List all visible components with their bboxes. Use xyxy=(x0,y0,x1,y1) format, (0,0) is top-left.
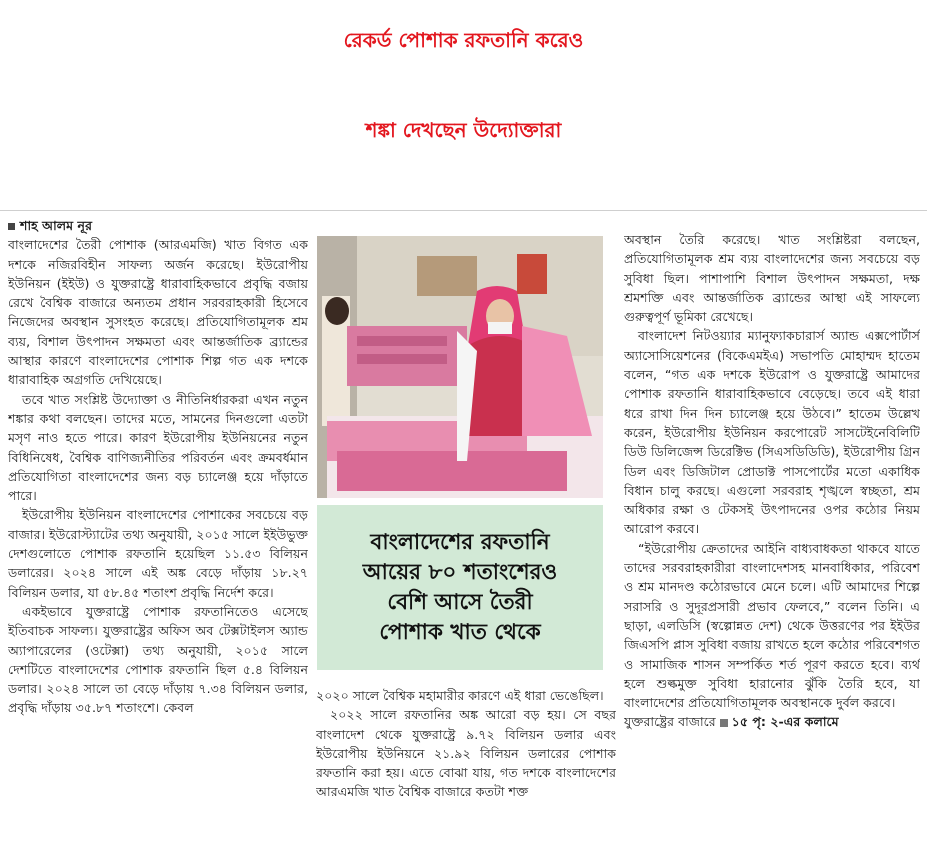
paragraph: ২০২০ সালে বৈশ্বিক মহামারীর কারণে এই ধারা ভেঙেছিল। xyxy=(316,688,604,703)
pull-quote-line: আয়ের ৮০ শতাংশেরও xyxy=(362,559,558,585)
pull-quote-line: পোশাক খাত থেকে xyxy=(379,619,541,645)
pull-quote-line: বাংলাদেশের রফতানি xyxy=(370,529,550,555)
photo-illustration xyxy=(317,236,603,498)
jump-text: যুক্তরাষ্ট্রের বাজারে xyxy=(624,714,716,730)
garment-worker-photo xyxy=(317,236,603,498)
paragraph: ইউরোপীয় ইউনিয়ন বাংলাদেশের পোশাকের সবচেয়ে বড় বাজার। ইউরোস্ট্যাটের তথ্য অনুযায়ী, ২০১৫ সালে ইইউভুক্ত দেশগুলোতে পোশাক রফতানি হয়েছিল ১১.৫৩ বিলিয়ন ডলারের। ২০২৪ সালে এই অঙ্ক বেড়ে দাঁড়ায় ১৮.২৭ বিলিয়ন ডলার, যা ৫৮.৪৫ শতাংশ প্রবৃদ্ধি নির্দেশ করে। xyxy=(8,507,308,600)
paragraph: বাংলাদেশের তৈরী পোশাক (আরএমজি) খাত বিগত এক দশকে নজিরবিহীন সাফল্য অর্জন করেছে। ইউরোপীয় ইউনিয়ন (ইইউ) ও যুক্তরাষ্ট্রে ধারাবাহিকভাবে প্রবৃদ্ধি বজায় রেখে বৈশ্বিক বাজারে অন্যতম প্রধান সরবরাহকারী হিসেবে নিজেদের অবস্থান সুসংহত করেছে। প্রতিযোগিতামূলক শ্রম ব্যয়, বিশাল উৎপাদন সক্ষমতা এবং আন্তর্জাতিক ব্র্যান্ডের আস্থার কারণে বাংলাদেশের পোশাক শিল্প গত এক দশকে ধারাবাহিক অগ্রগতি দেখিয়েছে। xyxy=(8,237,308,388)
paragraph: “ইউরোপীয় ক্রেতাদের আইনি বাধ্যবাধকতা থাকবে যাতে তাদের সরবরাহকারীরা বাংলাদেশসহ মানবাধিকার, পরিবেশ ও শ্রম মানদণ্ড কঠোরভাবে মেনে চলে। এটি আমাদের শিল্পে সরাসরি ও সুদূরপ্রসারী প্রভাব ফেলবে,” বলেন তিনি। এ ছাড়া, এলডিসি (স্বল্পোন্নত দেশ) থেকে উত্তরণের পর ইইউর জিএসপি প্লাস সুবিধা বজায় রাখতে হলে কঠোর পরিবেশগত ও সামাজিক শাসন সম্পর্কিত শর্ত পূরণ করতে হবে। ব্যর্থ হলে শুল্কমুক্ত সুবিধা হারানোর ঝুঁকি তৈরি হবে, যা বাংলাদেশের প্রতিযোগিতামূলক অবস্থানকে দুর্বল করবে। xyxy=(624,540,920,711)
byline-author: শাহ আলম নূর xyxy=(20,218,92,233)
pull-quote-box xyxy=(317,505,603,670)
paragraph: ২০২২ সালে রফতানির অঙ্ক আরো বড় হয়। সে বছর বাংলাদেশ থেকে যুক্তরাষ্ট্রে ৯.৭২ বিলিয়ন ডলার এবং ইউরোপীয় ইউনিয়নে ২১.৯২ বিলিয়ন ডলারের পোশাক রফতানি করা হয়। এতে বোঝা যায়, গত দশকে বাংলাদেশের আরএমজি খাত বৈশ্বিক বাজারে কতটা শক্ত xyxy=(316,707,616,800)
paragraph: একইভাবে যুক্তরাষ্ট্রে পোশাক রফতানিতেও এসেছে ইতিবাচক সাফল্য। যুক্তরাষ্ট্রের অফিস অব টেক্সটাইলস অ্যান্ড অ্যাপারেলের (ওটেক্সা) তথ্য অনুযায়ী, ২০১৫ সালে দেশটিতে বাংলাদেশের পোশাক রফতানি ছিল ৫.৪ বিলিয়ন ডলার। ২০২৪ সালে তা বেড়ে দাঁড়ায় ৭.৩৪ বিলিয়ন ডলার, প্রবৃদ্ধি দাঁড়ায় ৩৫.৮৭ শতাংশে। কেবল xyxy=(8,603,308,716)
pull-quote-line: বেশি আসে তৈরী xyxy=(387,589,533,615)
paragraph: অবস্থান তৈরি করেছে। খাত সংশ্লিষ্টরা বলছেন, প্রতিযোগিতামূলক শ্রম ব্যয় বাংলাদেশের জন্য সবচেয়ে বড় সুবিধা ছিল। পাশাপাশি বিশাল উৎপাদন সক্ষমতা, দক্ষ শ্রমশক্তি এবং আন্তর্জাতিক ব্র্যান্ডের আস্থা এই সাফল্যে গুরুত্বপূর্ণ ভূমিকা রেখেছে। xyxy=(624,232,920,325)
article-column-3 xyxy=(624,230,920,858)
paragraph: তবে খাত সংশ্লিষ্ট উদ্যোক্তা ও নীতিনির্ধারকরা এখন নতুন শঙ্কার কথা বলছেন। তাদের মতে, সামনের দিনগুলো এতটা মসৃণ নাও হতে পারে। কারণ ইউরোপীয় ইউনিয়নের নতুন বিধিনিষেধ, বৈশ্বিক বাণিজ্যনীতির পরিবর্তন এবং ক্রমবর্ধমান প্রতিযোগিতা বাংলাদেশের জন্য বড় চ্যালেঞ্জ হয়ে দাঁড়াতে পারে। xyxy=(8,391,308,504)
jump-reference: ১৫ পৃ: ২-এর কলামে xyxy=(731,714,839,730)
article-column-2 xyxy=(316,686,616,858)
headline-line-1: রেকর্ড পোশাক রফতানি করেও xyxy=(343,28,584,52)
byline xyxy=(8,216,308,235)
paragraph: বাংলাদেশ নিটওয়্যার ম্যানুফ্যাকচারার্স অ্যান্ড এক্সপোর্টার্স অ্যাসোসিয়েশনের (বিকেএমইএ) সভাপতি মোহাম্মদ হাতেম বলেন, “গত এক দশকে ইউরোপ ও যুক্তরাষ্ট্রে আমাদের পোশাক রফতানি ধারাবাহিকভাবে বেড়েছে। তবে এই ধারা ধরে রাখা দিন দিন চ্যালেঞ্জ হয়ে উঠবে।” হাতেম উল্লেখ করেন, ইউরোপীয় ইউনিয়ন করপোরেট সাসটেইনেবিলিটি ডিউ ডিলিজেন্স ডিরেক্টিভ (সিএসডিডিডি), ইউরোপীয় গ্রিন ডিল এবং ডিজিটাল প্রোডাক্ট পাসপোর্টের মতো একাধিক বিধান চালু করছে। এগুলো সরবরাহ শৃঙ্খলে স্বচ্ছতা, শ্রম অধিকার রক্ষা ও টেকসই উৎপাদনের ওপর কঠোর নিয়ম আরোপ করবে। xyxy=(624,328,920,537)
article-column-1 xyxy=(8,216,308,861)
continued-on-page xyxy=(624,712,920,731)
headline-line-2: শঙ্কা দেখছেন উদ্যোক্তারা xyxy=(365,118,562,142)
headline-divider xyxy=(0,210,927,211)
square-icon xyxy=(720,719,728,727)
bullet-square-icon xyxy=(8,223,15,230)
